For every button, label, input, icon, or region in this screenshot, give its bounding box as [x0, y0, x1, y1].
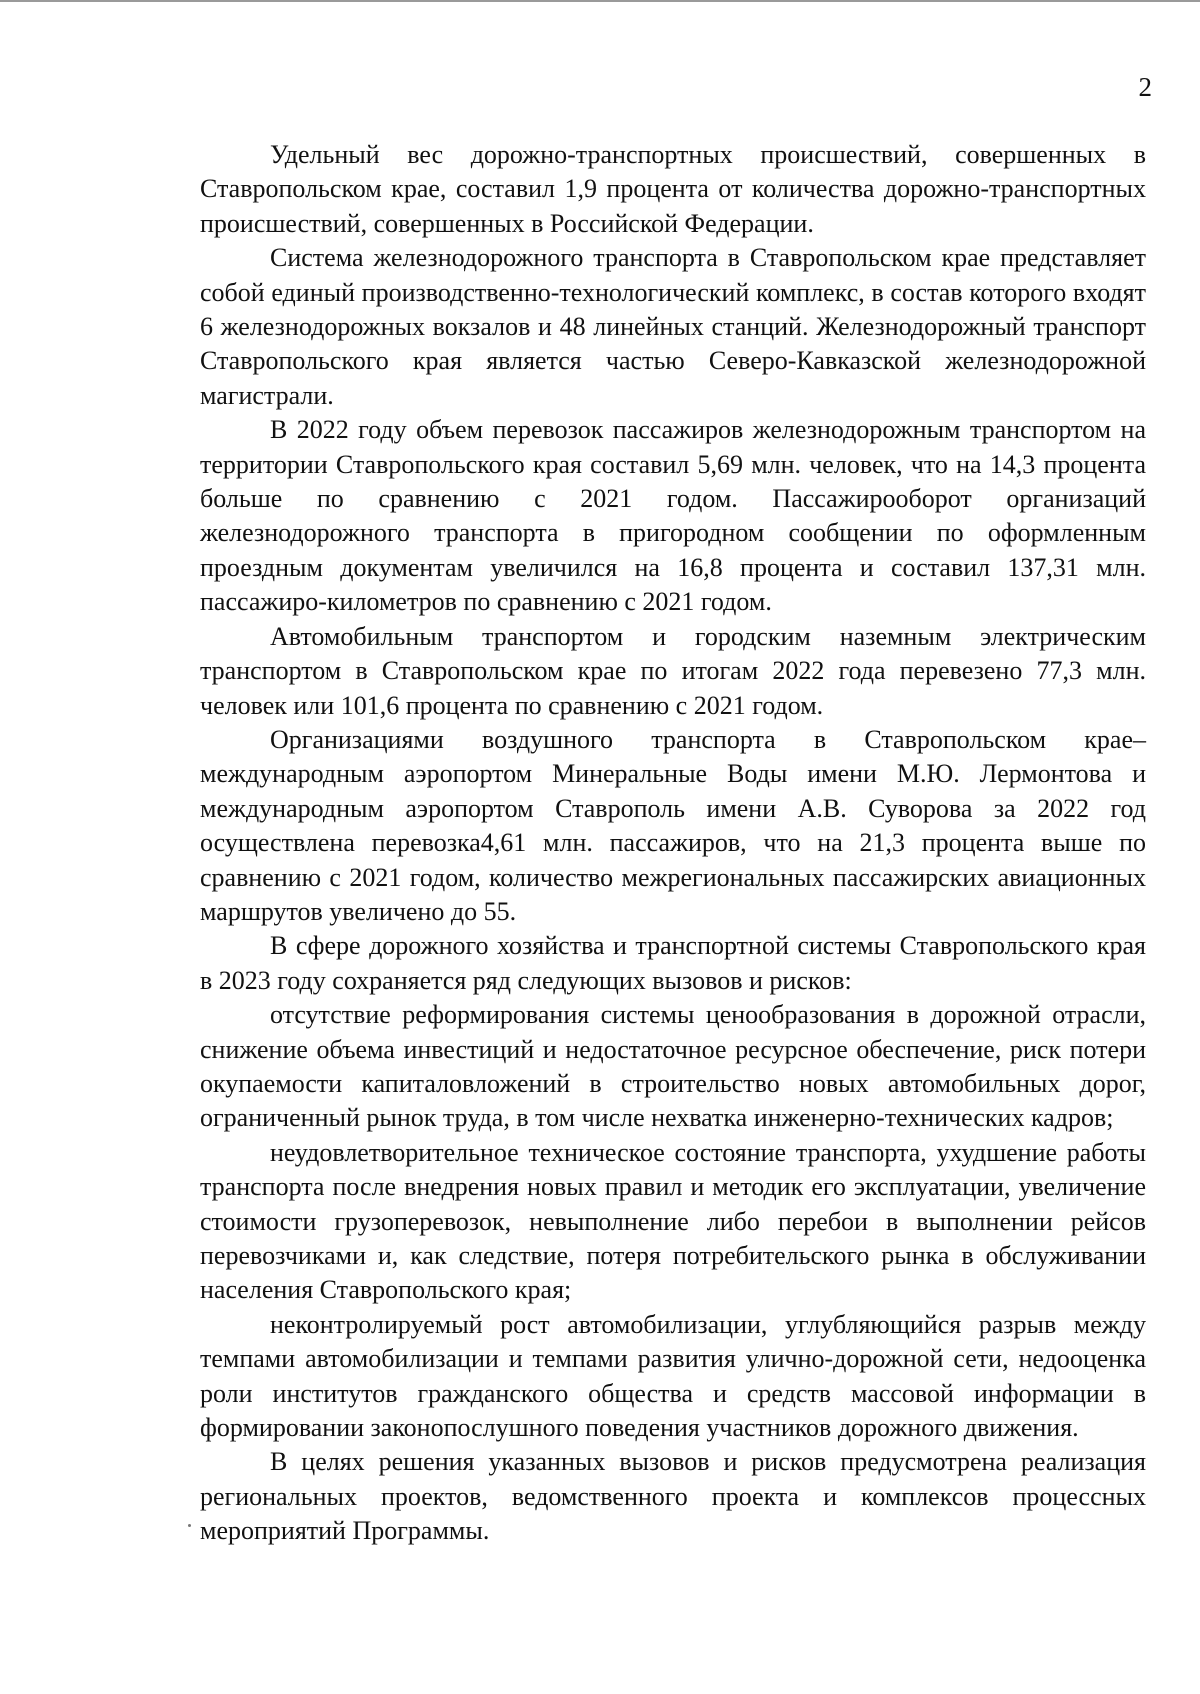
paragraph-challenge-transport-condition: неудовлетворительное техническое состояние транспорта, ухудшение работы транспорта после внедрения новых правил и методик его эксплуатации, увеличение стоимости грузоперевозок, невыполнение либо перебои в выполнении рейсов перевозчиками и, как следствие, потеря потребительского рынка в обслуживании населения Ставропольского края;	[200, 1137, 1146, 1305]
paragraph-road-accidents-share: Удельный вес дорожно-транспортных происшествий, совершенных в Ставропольском крае, составил 1,9 процента от количества дорожно-транспортных происшествий, совершенных в Российской Федерации.	[200, 140, 1146, 238]
paragraph-road-transport: Автомобильным транспортом и городским наземным электрическим транспортом в Ставропольском крае по итогам 2022 года перевезено 77,3 млн. человек или 101,6 процента по сравнению с 2021 годом.	[200, 621, 1146, 720]
paragraph-challenge-pricing: отсутствие реформирования системы ценообразования в дорожной отрасли, снижение объема инвестиций и недостаточное ресурсное обеспечение, риск потери окупаемости капиталовложений в строительство новых автомобильных дорог, ограниченный рынок труда, в том числе нехватка инженерно-технических кадров;	[200, 1000, 1146, 1133]
paragraph-program-projects: В целях решения указанных вызовов и рисков предусмотрена реализация региональных проектов, ведомственного проекта и комплексов процессных мероприятий Программы.	[200, 1447, 1146, 1546]
scan-speck	[188, 1524, 191, 1527]
paragraph-challenges-intro: В сфере дорожного хозяйства и транспортной системы Ставропольского края в 2023 году сохраняется ряд следующих вызовов и рисков:	[200, 931, 1146, 995]
paragraph-challenge-motorization: неконтролируемый рост автомобилизации, углубляющийся разрыв между темпами автомобилизации и темпами развития улично-дорожной сети, недооценка роли институтов гражданского общества и средств массовой информации в формировании законопослушного поведения участников дорожного движения.	[200, 1309, 1146, 1443]
paragraph-air-transport: Организациями воздушного транспорта в Ставропольском крае– международным аэропортом Минеральные Воды имени М.Ю. Лермонтова и международным аэропортом Ставрополь имени А.В. Суворова за 2022 год осуществлена перевозка4,61 млн. пассажиров, что на 21,3 процента выше по сравнению с 2021 годом, количество межрегиональных пассажирских авиационных маршрутов увеличено до 55.	[200, 724, 1146, 926]
document-body	[200, 138, 1146, 1549]
paragraph-railway-system: Система железнодорожного транспорта в Ставропольском крае представляет собой единый производственно-технологический комплекс, в состав которого входят 6 железнодорожных вокзалов и 48 линейных станций. Железнодорожный транспорт Ставропольского края является частью Северо-Кавказской железнодорожной магистрали.	[200, 243, 1146, 410]
page-number: 2	[1138, 72, 1152, 102]
page-top-edge	[0, 0, 1200, 2]
paragraph-railway-passengers: В 2022 году объем перевозок пассажиров железнодорожным транспортом на территории Ставропольского края составил 5,69 млн. человек, что на 14,3 процента больше по сравнению с 2021 годом. Пассажирооборот организаций железнодорожного транспорта в пригородном сообщении по оформленным проездным документам увеличился на 16,8 процента и составил 137,31 млн. пассажиро-километров по сравнению с 2021 годом.	[200, 415, 1146, 617]
